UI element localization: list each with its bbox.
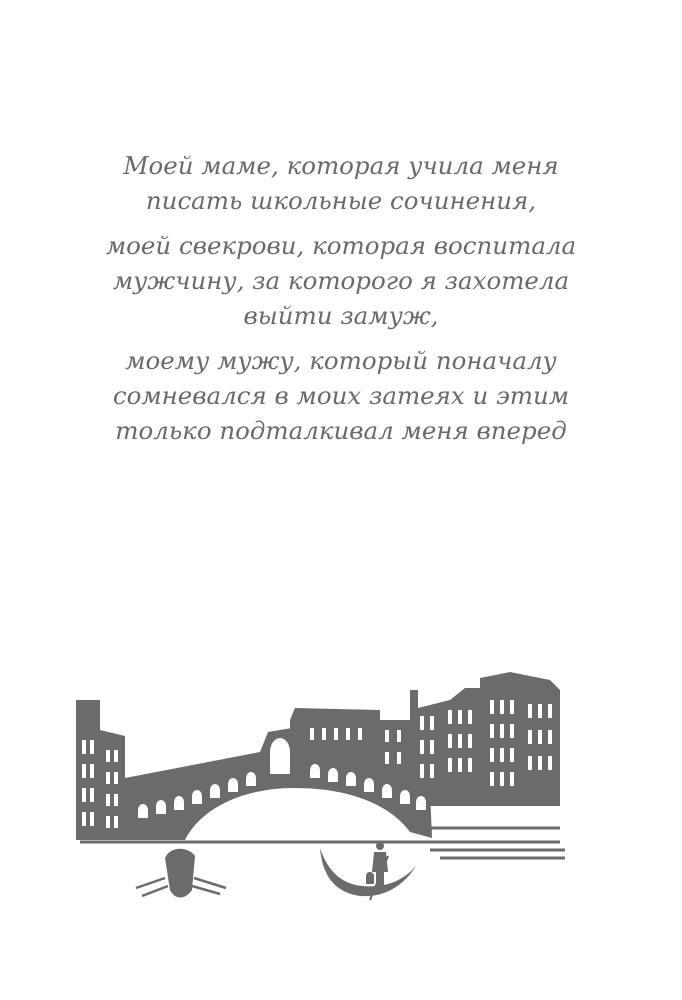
dedication-line: сомневался в моих затеях и этим	[112, 381, 570, 410]
gondola-right-icon	[320, 848, 416, 896]
dedication-paragraph-mother-in-law	[40, 228, 642, 333]
dedication-line: моей свекрови, которая воспитала	[105, 231, 577, 260]
dedication-line: мужчину, за которого я захотела	[112, 266, 570, 295]
dedication-line: выйти замуж,	[243, 301, 439, 330]
dedication-line: Моей маме, которая учила меня	[123, 151, 559, 180]
dedication-line: писать школьные сочинения,	[145, 186, 537, 215]
gondola-left-icon	[165, 849, 195, 898]
dedication-text	[40, 148, 642, 458]
dedication-paragraph-husband	[40, 343, 642, 448]
dedication-line: моему мужу, который поначалу	[125, 346, 557, 375]
venice-rialto-bridge-gondolas-illustration-icon	[70, 660, 570, 910]
dedication-line: только подталкивал меня вперед	[115, 416, 567, 445]
dedication-paragraph-mother	[40, 148, 642, 218]
